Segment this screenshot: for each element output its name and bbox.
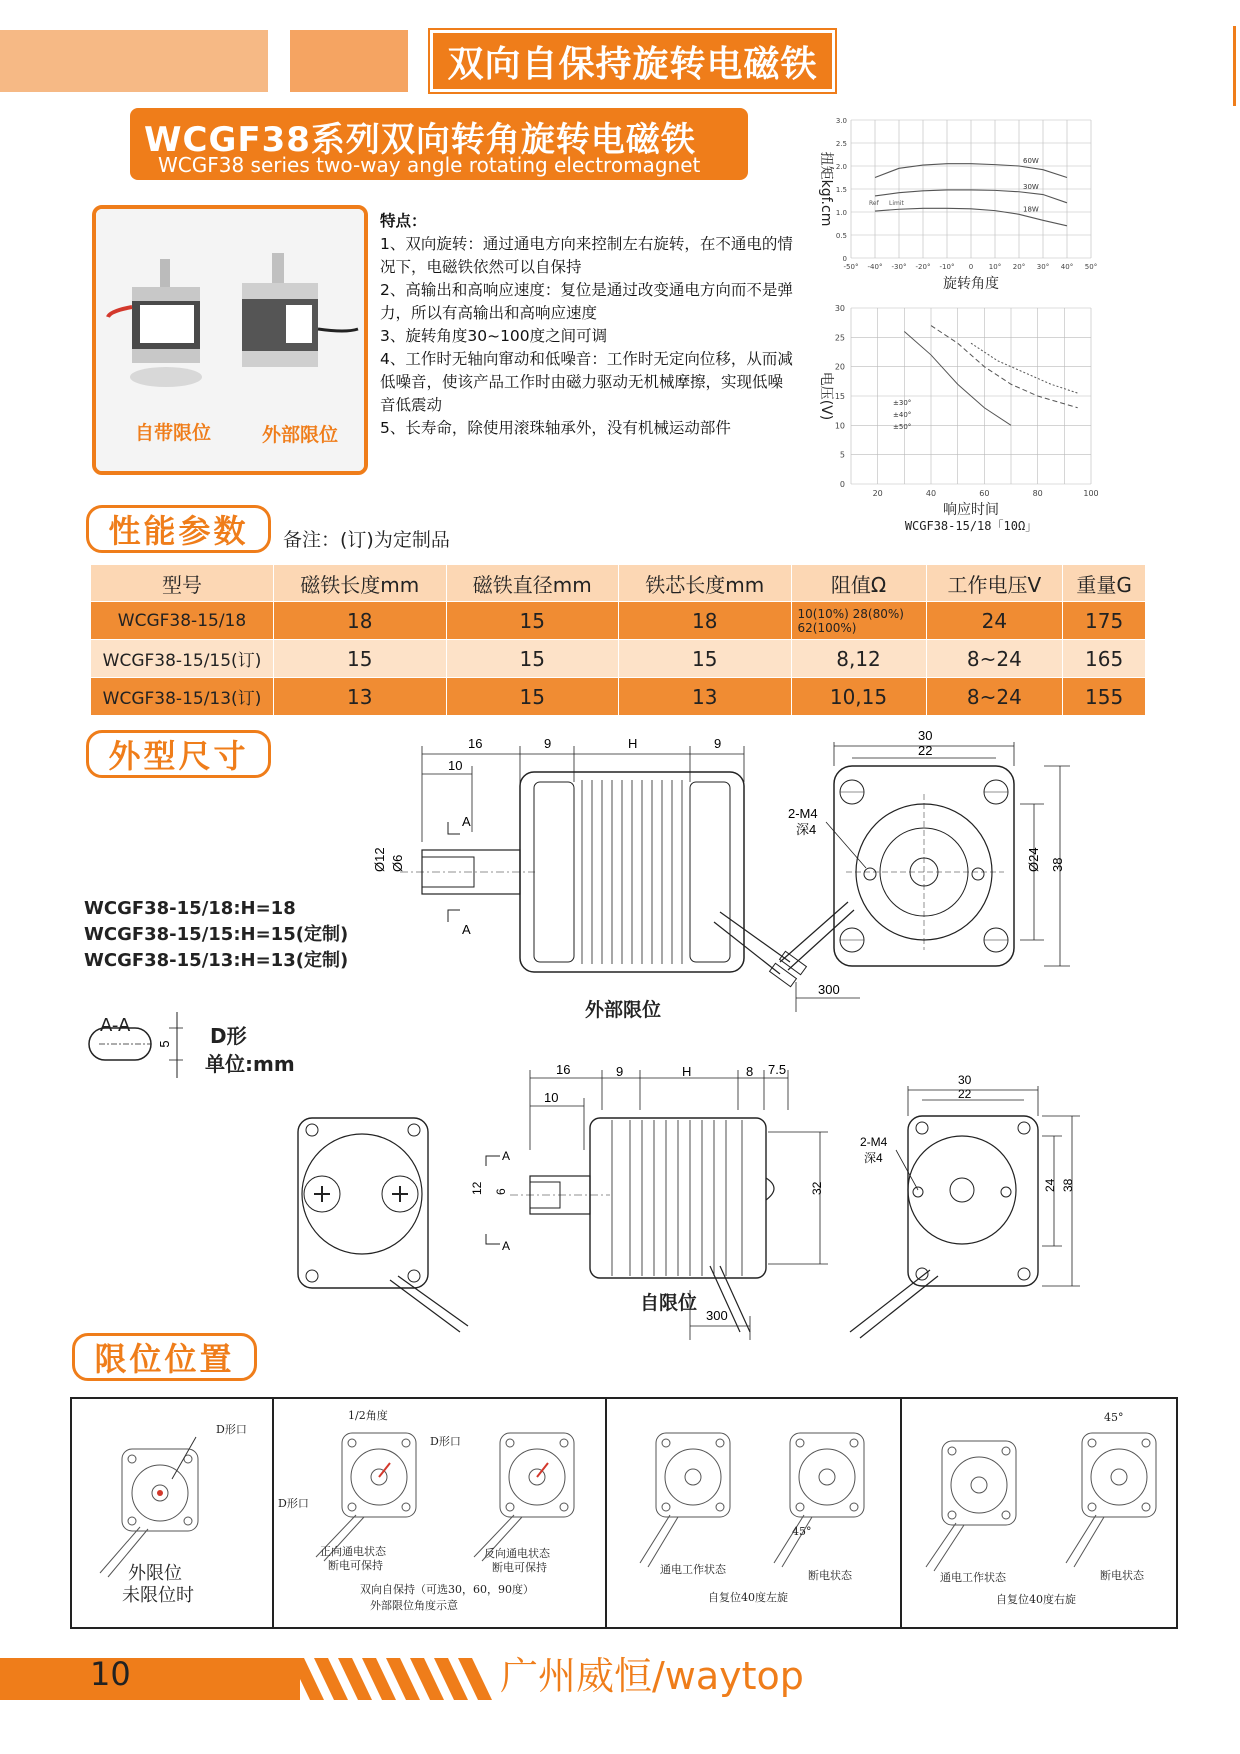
x-tick-label: -50° (843, 263, 859, 271)
y-tick-label: 0 (842, 255, 847, 263)
cell-model: WCGF38-15/15(订) (91, 640, 274, 678)
section-a-top: A (462, 814, 471, 829)
y-tick-label: 2.5 (835, 140, 847, 148)
h-value-list (84, 896, 348, 974)
drawing-external-limit (360, 722, 1065, 1012)
table-header-cell: 重量G (1063, 565, 1146, 602)
cell-model: WCGF38-15/18 (91, 602, 274, 640)
x-tick-label: 60 (979, 489, 990, 498)
dim-b8: 8 (746, 1064, 754, 1079)
x-tick-label: 40° (1060, 263, 1074, 271)
h-value-item: WCGF38-15/18:H=18 (84, 898, 296, 919)
dim-lead-300: 300 (818, 982, 840, 997)
y-tick-label: 1.0 (835, 209, 847, 217)
dim-shaft12: Ø12 (372, 847, 387, 872)
x-tick-label: -30° (891, 263, 907, 271)
x-tick-label: 20 (872, 489, 883, 498)
y-tick-label: 25 (834, 333, 845, 343)
cell-diameter: 15 (446, 678, 619, 716)
dim-d24: Ø24 (1026, 847, 1041, 872)
lim-tag-d-b: D形口 (430, 1435, 461, 1448)
header-right-line (1233, 26, 1236, 106)
table-header-cell: 工作电压V (926, 565, 1063, 602)
lim-c3-left: 通电工作状态 (660, 1563, 726, 1576)
lim-angle-half: 1/2角度 (348, 1409, 388, 1422)
lim-bottom-b: 外部限位角度示意 (370, 1599, 458, 1612)
table-header-cell: 磁铁长度mm (274, 565, 447, 602)
y-tick-label: 1.5 (835, 186, 847, 194)
y-tick-label: 0.5 (835, 232, 847, 240)
cell-length: 13 (274, 678, 447, 716)
table-header-cell: 磁铁直径mm (446, 565, 619, 602)
x-tick-label: 40 (925, 489, 937, 498)
feature-item: 2、高输出和高响应速度：复位是通过改变通电方向而不是弹力，所以有高输出和高响应速度 (380, 281, 793, 322)
photo-label-self-limit: 自带限位 (135, 422, 212, 444)
table-row (91, 678, 1146, 716)
lim-forward-b: 断电可保持 (328, 1559, 383, 1572)
flat-dim: 5 (157, 1040, 172, 1048)
feature-item: 1、双向旋转：通过通电方向来控制左右旋转，在不通电的情况下，电磁铁依然可以自保持 (380, 235, 793, 276)
legend-item: ±30° (893, 398, 912, 407)
dim-b6: 6 (494, 1188, 508, 1195)
dim-w22: 22 (918, 743, 933, 758)
y-tick-label: 3.0 (835, 117, 847, 125)
spec-table (90, 564, 1146, 716)
annotation: Limit (889, 200, 904, 208)
lim-label-1: 外限位 (128, 1563, 182, 1584)
lim-c3-right: 断电状态 (808, 1569, 852, 1582)
cell-diameter: 15 (446, 640, 619, 678)
dim-b9: 9 (616, 1064, 624, 1079)
dim-9b: 9 (714, 736, 722, 751)
lim-forward-a: 正向通电状态 (320, 1545, 386, 1558)
dim-depth4: 深4 (796, 822, 817, 837)
dim-b10: 10 (544, 1090, 559, 1105)
features-title: 特点： (380, 212, 427, 230)
h-value-item: WCGF38-15/13:H=13(定制) (84, 950, 349, 971)
dim-blead-300: 300 (706, 1308, 728, 1323)
x-axis-label: 旋转角度 (943, 276, 999, 292)
response-chart (806, 300, 1106, 545)
brand-name: 广州威恒/waytop (500, 1654, 804, 1698)
torque-chart (806, 108, 1106, 292)
cell-weight: 155 (1063, 678, 1146, 716)
page-number: 10 (90, 1655, 131, 1693)
unit-label: 单位:mm (205, 1052, 295, 1076)
h-value-item: WCGF38-15/15:H=15(定制) (84, 924, 349, 945)
dim-h: H (628, 736, 638, 751)
lim-c4-angle: 45° (1104, 1411, 1124, 1424)
x-tick-label: 20° (1012, 263, 1026, 271)
dim-b24: 24 (1043, 1178, 1057, 1192)
cell-resistance: 10,15 (791, 678, 926, 716)
series-label: 18W (1023, 205, 1039, 214)
dim-b38: 38 (1061, 1178, 1075, 1192)
dim-9a: 9 (544, 736, 552, 751)
footer-stripes (290, 1658, 500, 1700)
annotation: Ref (869, 200, 879, 208)
cell-resistance-b: 62(100%) (797, 620, 857, 635)
lim-bottom-a: 双向自保持（可选30，60，90度） (360, 1583, 534, 1596)
dim-b32: 32 (810, 1181, 824, 1195)
y-tick-label: 15 (834, 392, 845, 401)
section-aa-drawing (95, 1010, 190, 1080)
feature-item: 3、旋转角度30~100度之间可调 (380, 327, 608, 345)
header-bar-left (0, 30, 268, 92)
x-tick-label: 100 (1083, 489, 1099, 498)
dim-bw30: 30 (958, 1073, 972, 1087)
dim-bm4: 2-M4 (860, 1135, 888, 1149)
feature-item: 4、工作时无轴向窜动和低噪音：工作时无定向位移，从而减低噪音，使该产品工作时由磁力驱动无机械摩擦，实现低噪音低震动 (380, 350, 793, 414)
x-tick-label: 80 (1032, 489, 1043, 498)
x-tick-label: 10° (988, 263, 1002, 271)
custom-note: 备注：(订)为定制品 (283, 529, 450, 551)
lim-label-2: 未限位时 (122, 1585, 194, 1606)
x-tick-label: -40° (867, 263, 883, 271)
y-tick-label: 30 (834, 304, 845, 313)
product-title-cn: WCGF38系列双向转角旋转电磁铁 (144, 120, 696, 160)
lim-reverse-b: 断电可保持 (492, 1561, 547, 1574)
series-label: 60W (1023, 157, 1039, 165)
spec-table-header (91, 565, 1146, 602)
x-tick-label: -20° (915, 263, 931, 271)
lim-c4-left: 通电工作状态 (940, 1571, 1006, 1584)
legend-item: ±50° (893, 422, 912, 431)
table-row (91, 640, 1146, 678)
dim-10: 10 (448, 758, 463, 773)
lim-c4-bottom: 自复位40度右旋 (996, 1593, 1076, 1606)
dim-shaft6: Ø6 (390, 854, 405, 872)
section-title-limit: 限位位置 (72, 1333, 257, 1381)
bsec-a-top: A (502, 1149, 511, 1163)
cell-resistance: 8,12 (791, 640, 926, 678)
section-title-performance: 性能参数 (86, 505, 271, 553)
limit-diagrams (70, 1397, 1178, 1629)
photo-label-external-limit: 外部限位 (262, 424, 339, 446)
lim-tag-d-a: D形口 (278, 1497, 309, 1510)
cell-length: 18 (274, 602, 447, 640)
features-list (380, 210, 795, 440)
lim-reverse-a: 反向通电状态 (484, 1547, 550, 1560)
cell-weight: 165 (1063, 640, 1146, 678)
dim-w30: 30 (918, 728, 933, 743)
cell-resistance (791, 602, 926, 640)
cell-voltage: 24 (926, 602, 1063, 640)
lim-tag-d: D形口 (216, 1423, 247, 1436)
lim-c3-angle: 45° (792, 1525, 812, 1538)
table-header-cell: 铁芯长度mm (619, 565, 792, 602)
dim-16: 16 (468, 736, 483, 751)
y-tick-label: 0 (839, 480, 845, 489)
page-title: 双向自保持旋转电磁铁 (430, 30, 835, 92)
x-tick-label: -10° (939, 263, 955, 271)
x-tick-label: 30° (1036, 263, 1050, 271)
series-label: 30W (1023, 182, 1039, 191)
lim-c3-bottom: 自复位40度左旋 (708, 1591, 788, 1604)
lim-c4-right: 断电状态 (1100, 1569, 1144, 1582)
cell-diameter: 15 (446, 602, 619, 640)
section-title-dimensions: 外型尺寸 (86, 730, 271, 778)
dim-b12: 12 (470, 1181, 484, 1195)
table-header-cell: 型号 (91, 565, 274, 602)
dim-h38: 38 (1050, 857, 1065, 872)
x-tick-label: 50° (1084, 263, 1098, 271)
dim-bw22: 22 (958, 1087, 972, 1101)
dim-bdepth: 深4 (864, 1151, 883, 1165)
feature-item: 5、长寿命，除使用滚珠轴承外，没有机械运动部件 (380, 419, 731, 437)
x-tick-label: 0 (968, 263, 974, 271)
cell-core: 13 (619, 678, 792, 716)
cell-voltage: 8~24 (926, 640, 1063, 678)
y-tick-label: 2.0 (835, 163, 847, 171)
product-title (130, 108, 748, 180)
cell-core: 15 (619, 640, 792, 678)
table-header-cell: 阻值Ω (791, 565, 926, 602)
section-a-bottom: A (462, 922, 471, 937)
header-bar-mid (290, 30, 408, 92)
cell-resistance-a: 10(10%) 28(80%) (797, 606, 904, 621)
table-row (91, 602, 1146, 640)
cell-core: 18 (619, 602, 792, 640)
legend-item: ±40° (893, 410, 912, 419)
cell-length: 15 (274, 640, 447, 678)
y-tick-label: 20 (834, 362, 845, 372)
cell-model: WCGF38-15/13(订) (91, 678, 274, 716)
dim-m4: 2-M4 (788, 806, 818, 821)
section-aa-label: A-A (100, 1015, 131, 1036)
dim-b16: 16 (556, 1062, 571, 1077)
series-line (971, 343, 1078, 393)
cell-voltage: 8~24 (926, 678, 1063, 716)
cell-weight: 175 (1063, 602, 1146, 640)
product-title-en: WCGF38 series two-way angle rotating electromagnet (158, 153, 701, 177)
x-axis-label: 响应时间 (943, 502, 999, 518)
dim-bh: H (682, 1064, 692, 1079)
bsec-a-bottom: A (502, 1239, 511, 1253)
y-tick-label: 5 (839, 450, 845, 460)
d-shape-label: D形 (210, 1024, 247, 1048)
caption-external-limit: 外部限位 (585, 999, 662, 1021)
y-axis-label: 电压(V) (818, 371, 834, 421)
y-axis-label: 扭矩kgf.cm (818, 151, 834, 227)
footer-bar (0, 1658, 300, 1700)
y-tick-label: 10 (834, 421, 845, 431)
dim-b75: 7.5 (768, 1062, 787, 1077)
caption-self-limit: 自限位 (640, 1292, 698, 1314)
chart-title: WCGF38-15/18「10Ω」 (904, 519, 1038, 533)
